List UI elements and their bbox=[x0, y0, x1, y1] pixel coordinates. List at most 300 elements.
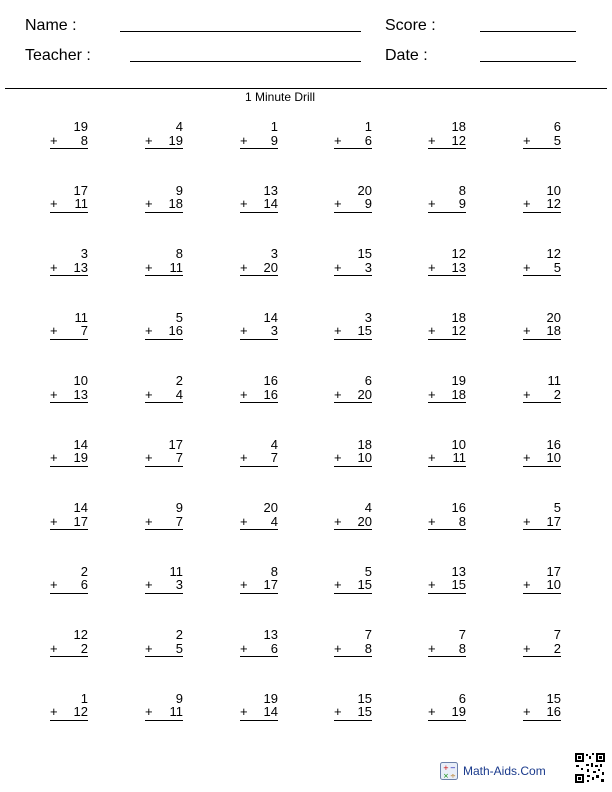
plus-sign: + bbox=[50, 640, 58, 656]
addend-bottom-row bbox=[334, 451, 372, 465]
plus-sign: + bbox=[523, 323, 531, 338]
svg-text:−: − bbox=[450, 764, 456, 772]
addend-bottom-row bbox=[428, 578, 466, 592]
addend-bottom-row bbox=[523, 197, 561, 211]
plus-sign: + bbox=[145, 577, 153, 592]
answer-line[interactable] bbox=[334, 656, 372, 657]
addend-bottom: 12 bbox=[451, 323, 466, 338]
addition-problem bbox=[523, 438, 561, 467]
addend-bottom-row bbox=[145, 705, 183, 719]
addend-top: 8 bbox=[458, 182, 466, 198]
addend-bottom: 8 bbox=[458, 640, 466, 656]
addition-problem bbox=[145, 374, 183, 403]
addend-bottom: 20 bbox=[357, 386, 372, 402]
plus-sign: + bbox=[334, 577, 342, 592]
addition-problem bbox=[145, 692, 183, 721]
addend-bottom: 18 bbox=[546, 323, 561, 338]
addition-problem bbox=[428, 184, 466, 213]
answer-line[interactable] bbox=[50, 656, 88, 657]
addend-bottom-row bbox=[50, 388, 88, 402]
answer-line[interactable] bbox=[334, 339, 372, 340]
addend-top: 6 bbox=[553, 119, 561, 134]
addition-problem bbox=[334, 120, 372, 149]
teacher-label: Teacher : bbox=[25, 47, 91, 64]
addition-problem bbox=[240, 692, 278, 721]
addend-top: 12 bbox=[451, 246, 466, 261]
addend-bottom-row bbox=[145, 261, 183, 275]
addition-problem bbox=[145, 247, 183, 276]
addend-top: 14 bbox=[263, 309, 278, 325]
answer-line[interactable] bbox=[428, 275, 466, 276]
answer-line[interactable] bbox=[334, 466, 372, 467]
plus-sign: + bbox=[50, 132, 58, 148]
addend-top: 12 bbox=[546, 246, 561, 261]
addend-top: 3 bbox=[80, 246, 88, 261]
addend-top: 9 bbox=[175, 182, 183, 198]
addend-bottom: 10 bbox=[546, 577, 561, 592]
addend-top: 3 bbox=[270, 246, 278, 261]
addend-bottom: 11 bbox=[74, 196, 88, 211]
plus-sign: + bbox=[50, 450, 58, 465]
addition-problem bbox=[50, 692, 88, 721]
addend-bottom-row bbox=[428, 261, 466, 275]
answer-line[interactable] bbox=[428, 529, 466, 530]
answer-line[interactable] bbox=[428, 593, 466, 594]
addend-top: 16 bbox=[263, 373, 278, 388]
addend-bottom: 3 bbox=[175, 577, 183, 592]
addition-problem bbox=[428, 628, 466, 657]
plus-sign: + bbox=[428, 450, 436, 465]
answer-line[interactable] bbox=[145, 593, 183, 594]
addend-bottom-row bbox=[240, 705, 278, 719]
answer-line[interactable] bbox=[428, 720, 466, 721]
plus-sign: + bbox=[145, 450, 153, 465]
answer-line[interactable] bbox=[523, 656, 561, 657]
answer-line[interactable] bbox=[240, 593, 278, 594]
plus-sign: + bbox=[240, 323, 248, 338]
addition-problem bbox=[428, 311, 466, 340]
addend-top: 16 bbox=[451, 500, 466, 515]
answer-line[interactable] bbox=[240, 466, 278, 467]
addition-problem bbox=[145, 184, 183, 213]
addend-bottom: 16 bbox=[168, 323, 183, 338]
addend-bottom: 12 bbox=[451, 132, 466, 148]
plus-sign: + bbox=[523, 577, 531, 592]
plus-sign: + bbox=[523, 704, 531, 719]
addend-bottom-row bbox=[523, 388, 561, 402]
addend-bottom-row bbox=[145, 388, 183, 402]
addition-problem bbox=[428, 247, 466, 276]
addend-bottom: 15 bbox=[451, 577, 466, 592]
addition-problem bbox=[145, 565, 183, 594]
plus-sign: + bbox=[428, 386, 436, 402]
name-label: Name : bbox=[25, 17, 77, 34]
addend-bottom-row bbox=[334, 578, 372, 592]
addend-bottom-row bbox=[145, 642, 183, 656]
addend-bottom-row bbox=[428, 197, 466, 211]
answer-line[interactable] bbox=[50, 212, 88, 213]
plus-sign: + bbox=[145, 704, 153, 719]
addend-bottom: 13 bbox=[451, 259, 466, 275]
addend-bottom-row bbox=[145, 197, 183, 211]
plus-sign: + bbox=[240, 640, 248, 656]
plus-sign: + bbox=[428, 513, 436, 529]
addition-problem bbox=[334, 247, 372, 276]
answer-line[interactable] bbox=[334, 720, 372, 721]
addition-problem bbox=[334, 692, 372, 721]
addend-bottom: 5 bbox=[553, 132, 561, 148]
plus-sign: + bbox=[240, 132, 248, 148]
answer-line[interactable] bbox=[334, 275, 372, 276]
addition-problem bbox=[145, 438, 183, 467]
addend-bottom-row bbox=[240, 515, 278, 529]
addend-bottom: 10 bbox=[357, 450, 372, 465]
addend-bottom: 4 bbox=[175, 386, 183, 402]
plus-sign: + bbox=[428, 640, 436, 656]
addition-problem bbox=[428, 374, 466, 403]
plus-sign: + bbox=[240, 704, 248, 719]
answer-line[interactable] bbox=[428, 656, 466, 657]
plus-sign: + bbox=[428, 132, 436, 148]
addend-bottom-row bbox=[50, 134, 88, 148]
plus-sign: + bbox=[50, 323, 58, 338]
answer-line[interactable] bbox=[240, 402, 278, 403]
addition-problem bbox=[240, 311, 278, 340]
plus-sign: + bbox=[523, 259, 531, 275]
addend-top: 20 bbox=[357, 182, 372, 198]
answer-line[interactable] bbox=[523, 212, 561, 213]
addition-problem bbox=[50, 501, 88, 530]
addend-top: 15 bbox=[357, 246, 372, 261]
addition-problem bbox=[523, 247, 561, 276]
answer-line[interactable] bbox=[240, 656, 278, 657]
addend-top: 17 bbox=[168, 436, 183, 452]
answer-line[interactable] bbox=[240, 529, 278, 530]
addend-bottom: 11 bbox=[169, 259, 183, 275]
answer-line[interactable] bbox=[523, 720, 561, 721]
plus-sign: + bbox=[334, 132, 342, 148]
addition-problem bbox=[334, 311, 372, 340]
answer-line[interactable] bbox=[334, 593, 372, 594]
plus-sign: + bbox=[334, 640, 342, 656]
addend-bottom-row bbox=[334, 642, 372, 656]
addend-top: 15 bbox=[357, 690, 372, 706]
addend-bottom-row bbox=[428, 642, 466, 656]
addend-bottom: 4 bbox=[270, 513, 278, 529]
plus-sign: + bbox=[240, 577, 248, 592]
plus-sign: + bbox=[240, 259, 248, 275]
addend-top: 1 bbox=[270, 119, 278, 134]
answer-line[interactable] bbox=[240, 148, 278, 149]
addition-problem bbox=[428, 565, 466, 594]
addend-bottom-row bbox=[334, 515, 372, 529]
plus-sign: + bbox=[240, 513, 248, 529]
addend-bottom-row bbox=[145, 578, 183, 592]
addend-bottom-row bbox=[50, 324, 88, 338]
addend-bottom-row bbox=[145, 515, 183, 529]
addition-problem bbox=[50, 311, 88, 340]
addend-bottom-row bbox=[334, 134, 372, 148]
plus-sign: + bbox=[145, 132, 153, 148]
addition-problem bbox=[240, 565, 278, 594]
addition-problem bbox=[145, 628, 183, 657]
plus-sign: + bbox=[428, 196, 436, 211]
addend-bottom: 9 bbox=[270, 132, 278, 148]
addend-top: 5 bbox=[175, 309, 183, 325]
answer-line[interactable] bbox=[334, 402, 372, 403]
addend-top: 8 bbox=[175, 246, 183, 261]
answer-line[interactable] bbox=[145, 529, 183, 530]
addend-bottom: 8 bbox=[364, 640, 372, 656]
svg-text:×: × bbox=[443, 772, 449, 780]
addend-bottom: 13 bbox=[73, 259, 88, 275]
answer-line[interactable] bbox=[145, 720, 183, 721]
addition-problem bbox=[334, 628, 372, 657]
addend-bottom: 18 bbox=[451, 386, 466, 402]
answer-line[interactable] bbox=[523, 275, 561, 276]
answer-line[interactable] bbox=[428, 402, 466, 403]
addition-problem bbox=[240, 438, 278, 467]
addend-bottom: 19 bbox=[168, 132, 183, 148]
addend-bottom: 7 bbox=[175, 450, 183, 465]
addition-problem bbox=[240, 247, 278, 276]
addend-bottom: 18 bbox=[168, 196, 183, 211]
addend-bottom-row bbox=[240, 451, 278, 465]
answer-line[interactable] bbox=[334, 148, 372, 149]
addend-bottom: 15 bbox=[357, 704, 372, 719]
addend-bottom-row bbox=[240, 642, 278, 656]
addend-bottom-row bbox=[428, 705, 466, 719]
addend-bottom-row bbox=[240, 197, 278, 211]
addend-top: 1 bbox=[80, 690, 88, 706]
addend-bottom-row bbox=[334, 705, 372, 719]
addend-top: 9 bbox=[175, 500, 183, 515]
addend-bottom: 6 bbox=[270, 640, 278, 656]
answer-line[interactable] bbox=[523, 529, 561, 530]
addition-problem bbox=[334, 184, 372, 213]
plus-sign: + bbox=[334, 259, 342, 275]
addition-problem bbox=[334, 438, 372, 467]
addition-problem bbox=[50, 374, 88, 403]
answer-line[interactable] bbox=[145, 339, 183, 340]
addend-bottom: 16 bbox=[546, 704, 561, 719]
answer-line[interactable] bbox=[145, 212, 183, 213]
addend-top: 6 bbox=[364, 373, 372, 388]
addend-bottom: 12 bbox=[546, 196, 561, 211]
addition-problem bbox=[145, 501, 183, 530]
calculator-icon bbox=[440, 762, 458, 780]
answer-line[interactable] bbox=[50, 148, 88, 149]
addend-bottom: 17 bbox=[263, 577, 278, 592]
addend-bottom-row bbox=[334, 324, 372, 338]
plus-sign: + bbox=[523, 386, 531, 402]
addend-bottom-row bbox=[334, 197, 372, 211]
addend-bottom: 9 bbox=[364, 196, 372, 211]
addend-bottom-row bbox=[428, 515, 466, 529]
addend-top: 2 bbox=[175, 627, 183, 642]
plus-sign: + bbox=[334, 450, 342, 465]
addend-top: 15 bbox=[546, 690, 561, 706]
addend-bottom-row bbox=[50, 451, 88, 465]
addend-bottom-row bbox=[523, 261, 561, 275]
addend-top: 14 bbox=[73, 500, 88, 515]
addend-bottom-row bbox=[523, 324, 561, 338]
addend-top: 12 bbox=[73, 627, 88, 642]
addition-problem bbox=[334, 565, 372, 594]
addition-problem bbox=[523, 374, 561, 403]
plus-sign: + bbox=[145, 513, 153, 529]
plus-sign: + bbox=[334, 323, 342, 338]
addend-bottom: 3 bbox=[270, 323, 278, 338]
addend-top: 3 bbox=[364, 309, 372, 325]
addend-bottom: 20 bbox=[357, 513, 372, 529]
addend-top: 18 bbox=[451, 309, 466, 325]
answer-line[interactable] bbox=[145, 402, 183, 403]
addition-problem bbox=[240, 120, 278, 149]
plus-sign: + bbox=[145, 640, 153, 656]
addend-top: 4 bbox=[175, 119, 183, 134]
plus-sign: + bbox=[334, 704, 342, 719]
answer-line[interactable] bbox=[240, 720, 278, 721]
answer-line[interactable] bbox=[50, 593, 88, 594]
addend-top: 17 bbox=[546, 563, 561, 579]
addend-bottom-row bbox=[523, 515, 561, 529]
addend-top: 18 bbox=[357, 436, 372, 452]
answer-line[interactable] bbox=[428, 466, 466, 467]
addend-bottom-row bbox=[50, 578, 88, 592]
addend-bottom: 15 bbox=[357, 323, 372, 338]
plus-sign: + bbox=[145, 323, 153, 338]
plus-sign: + bbox=[145, 386, 153, 402]
drill-title: 1 Minute Drill bbox=[244, 90, 316, 104]
addend-bottom: 8 bbox=[80, 132, 88, 148]
addend-bottom-row bbox=[240, 324, 278, 338]
addend-bottom-row bbox=[145, 324, 183, 338]
plus-sign: + bbox=[334, 386, 342, 402]
addend-bottom: 17 bbox=[73, 513, 88, 529]
answer-line[interactable] bbox=[240, 212, 278, 213]
answer-line[interactable] bbox=[334, 212, 372, 213]
plus-sign: + bbox=[50, 196, 58, 211]
addend-bottom: 12 bbox=[73, 704, 88, 719]
plus-sign: + bbox=[523, 640, 531, 656]
addend-bottom-row bbox=[428, 134, 466, 148]
plus-sign: + bbox=[50, 704, 58, 719]
answer-line[interactable] bbox=[428, 339, 466, 340]
addend-bottom-row bbox=[334, 388, 372, 402]
answer-line[interactable] bbox=[50, 529, 88, 530]
addition-problem bbox=[523, 501, 561, 530]
addition-problem bbox=[240, 628, 278, 657]
answer-line[interactable] bbox=[240, 339, 278, 340]
addend-top: 18 bbox=[451, 119, 466, 134]
addition-problem bbox=[523, 565, 561, 594]
addend-top: 5 bbox=[364, 563, 372, 579]
addend-top: 11 bbox=[169, 563, 183, 579]
addend-top: 19 bbox=[263, 690, 278, 706]
addition-problem bbox=[523, 311, 561, 340]
addend-bottom: 2 bbox=[553, 640, 561, 656]
answer-line[interactable] bbox=[523, 466, 561, 467]
answer-line[interactable] bbox=[50, 720, 88, 721]
date-label: Date : bbox=[385, 47, 428, 64]
addition-problem bbox=[523, 184, 561, 213]
answer-line[interactable] bbox=[523, 339, 561, 340]
addition-problem bbox=[50, 184, 88, 213]
addend-bottom: 8 bbox=[458, 513, 466, 529]
addend-top: 11 bbox=[547, 373, 561, 388]
answer-line[interactable] bbox=[145, 148, 183, 149]
addition-problem bbox=[145, 311, 183, 340]
addition-problem bbox=[50, 565, 88, 594]
addition-problem bbox=[145, 120, 183, 149]
addend-top: 20 bbox=[263, 500, 278, 515]
addend-bottom: 19 bbox=[73, 450, 88, 465]
addition-problem bbox=[50, 120, 88, 149]
plus-sign: + bbox=[240, 196, 248, 211]
answer-line[interactable] bbox=[334, 529, 372, 530]
addend-bottom: 6 bbox=[364, 132, 372, 148]
addend-bottom-row bbox=[428, 324, 466, 338]
addend-top: 2 bbox=[80, 563, 88, 579]
answer-line[interactable] bbox=[523, 402, 561, 403]
addition-problem bbox=[428, 692, 466, 721]
answer-line[interactable] bbox=[428, 212, 466, 213]
answer-line[interactable] bbox=[50, 275, 88, 276]
addend-top: 7 bbox=[553, 627, 561, 642]
addend-bottom-row bbox=[240, 261, 278, 275]
answer-line[interactable] bbox=[523, 593, 561, 594]
addend-bottom: 17 bbox=[546, 513, 561, 529]
answer-line[interactable] bbox=[50, 339, 88, 340]
addend-bottom: 10 bbox=[546, 450, 561, 465]
svg-text:+: + bbox=[443, 764, 449, 772]
answer-line[interactable] bbox=[145, 466, 183, 467]
answer-line[interactable] bbox=[240, 275, 278, 276]
answer-line[interactable] bbox=[523, 148, 561, 149]
score-label: Score : bbox=[385, 17, 436, 34]
plus-sign: + bbox=[334, 513, 342, 529]
answer-line[interactable] bbox=[50, 402, 88, 403]
addend-top: 13 bbox=[451, 563, 466, 579]
answer-line[interactable] bbox=[50, 466, 88, 467]
addition-problem bbox=[334, 374, 372, 403]
answer-line[interactable] bbox=[145, 656, 183, 657]
plus-sign: + bbox=[428, 704, 436, 719]
plus-sign: + bbox=[145, 196, 153, 211]
plus-sign: + bbox=[523, 513, 531, 529]
addend-top: 14 bbox=[73, 436, 88, 452]
addend-bottom-row bbox=[240, 134, 278, 148]
answer-line[interactable] bbox=[145, 275, 183, 276]
addend-bottom: 5 bbox=[175, 640, 183, 656]
plus-sign: + bbox=[523, 132, 531, 148]
addend-bottom-row bbox=[428, 388, 466, 402]
addend-top: 13 bbox=[263, 182, 278, 198]
addition-problem bbox=[334, 501, 372, 530]
addition-problem bbox=[523, 120, 561, 149]
answer-line[interactable] bbox=[428, 148, 466, 149]
addend-top: 2 bbox=[175, 373, 183, 388]
addend-top: 9 bbox=[175, 690, 183, 706]
addition-problem bbox=[428, 438, 466, 467]
plus-sign: + bbox=[240, 386, 248, 402]
addition-problem bbox=[428, 501, 466, 530]
site-link[interactable]: Math-Aids.Com bbox=[463, 764, 546, 778]
addition-problem bbox=[523, 692, 561, 721]
addend-top: 4 bbox=[270, 436, 278, 452]
addend-bottom-row bbox=[50, 261, 88, 275]
